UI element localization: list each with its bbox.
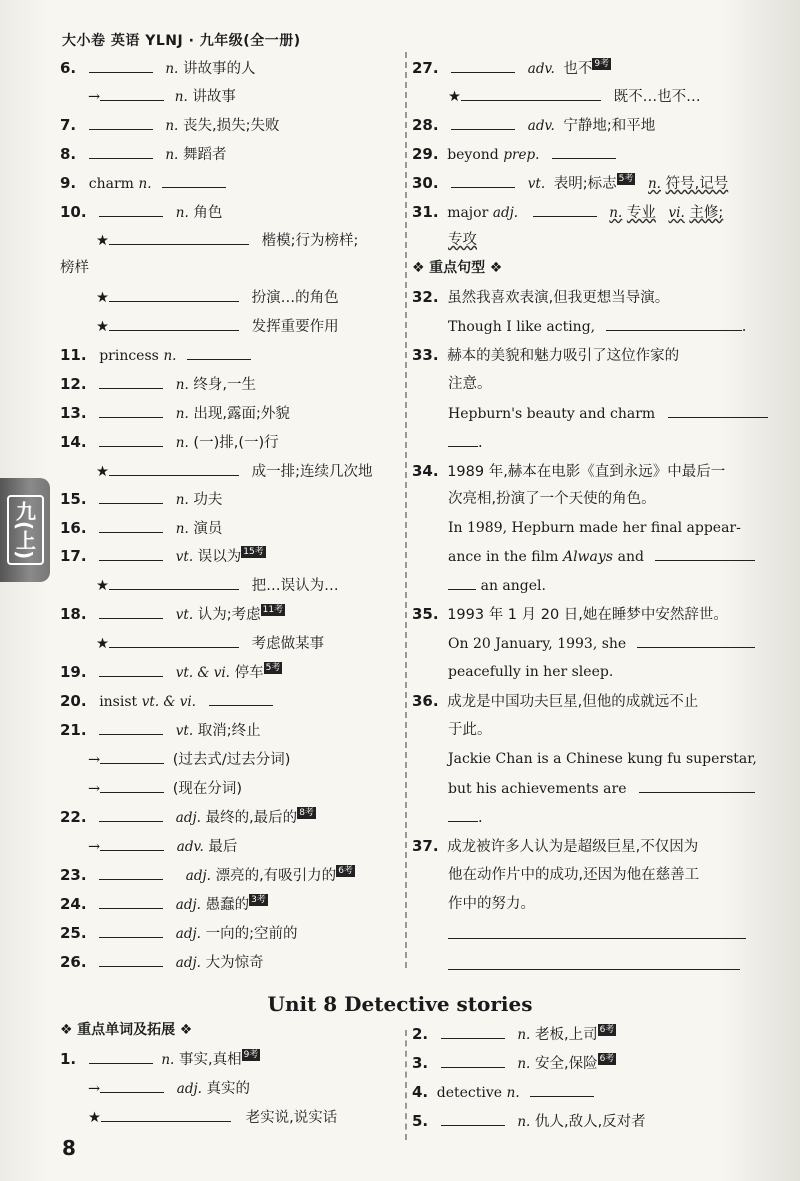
column-divider xyxy=(405,52,407,968)
answer-blank[interactable] xyxy=(99,807,163,822)
answer-blank[interactable] xyxy=(100,778,164,793)
answer-blank[interactable] xyxy=(89,1049,153,1064)
item-6-derivative: → n. 讲故事 xyxy=(88,86,236,107)
answer-blank[interactable] xyxy=(99,720,163,735)
answer-blank[interactable] xyxy=(99,546,163,561)
answer-blank[interactable] xyxy=(533,202,597,217)
item-22-derivative: → adv. 最后 xyxy=(88,836,237,857)
item-33-en-cont: . xyxy=(448,432,483,453)
answer-blank[interactable] xyxy=(99,432,163,447)
u8-item-1: 1. n. 事实,真相 9考 xyxy=(60,1050,259,1068)
answer-blank[interactable] xyxy=(606,316,742,331)
answer-blank[interactable] xyxy=(109,287,239,302)
item-10-phrase-a-cont: 榜样 xyxy=(60,260,89,276)
item-34-en-2: ance in the film Always and xyxy=(448,546,755,567)
item-26: 26. adj. 大为惊奇 xyxy=(60,953,264,971)
section-key-words: ❖ 重点单词及拓展 ❖ xyxy=(60,1022,193,1038)
item-35-en: On 20 January, 1993, she xyxy=(448,633,755,654)
answer-blank[interactable] xyxy=(99,662,163,677)
answer-blank[interactable] xyxy=(109,575,239,590)
item-21: 21. vt. 取消;终止 xyxy=(60,721,261,739)
item-37-answer-line-1[interactable] xyxy=(448,923,746,939)
exam-frequency-badge: 9考 xyxy=(243,1050,259,1060)
answer-blank[interactable] xyxy=(109,230,249,245)
item-6: 6. n. 讲故事的人 xyxy=(60,59,256,77)
u8-item-1-phrase: ★ 老实说,说实话 xyxy=(88,1107,337,1128)
exam-frequency-badge: 6考 xyxy=(599,1025,615,1035)
item-28: 28. adv. 宁静地;和平地 xyxy=(412,116,656,134)
item-13: 13. n. 出现,露面;外貌 xyxy=(60,404,290,422)
item-30: 30. vt. 表明;标志 5考 n. 符号,记号 xyxy=(412,174,729,192)
grade-side-tab xyxy=(0,478,50,582)
exam-frequency-badge: 3考 xyxy=(251,895,266,905)
item-29: 29. beyond prep. xyxy=(412,144,616,165)
item-9: 9. charm n. xyxy=(60,173,226,194)
item-36-en-3: . xyxy=(448,807,483,828)
item-10: 10. n. 角色 xyxy=(60,203,223,221)
answer-blank[interactable] xyxy=(100,1078,164,1093)
exam-frequency-badge: 9考 xyxy=(594,59,610,69)
answer-blank[interactable] xyxy=(451,115,515,130)
item-34: 34. 1989 年,赫本在电影《直到永远》中最后一 xyxy=(412,462,726,480)
item-32: 32. 虽然我喜欢表演,但我更想当导演。 xyxy=(412,288,670,306)
answer-blank[interactable] xyxy=(187,345,251,360)
answer-blank[interactable] xyxy=(448,807,478,822)
answer-blank[interactable] xyxy=(99,923,163,938)
item-37: 37. 成龙被许多人认为是超级巨星,不仅因为 xyxy=(412,837,699,855)
answer-blank[interactable] xyxy=(441,1053,505,1068)
answer-blank[interactable] xyxy=(100,86,164,101)
answer-blank[interactable] xyxy=(209,691,273,706)
answer-blank[interactable] xyxy=(451,58,515,73)
item-27: 27. adv. 也不 9考 xyxy=(412,59,610,77)
exam-frequency-badge: 5考 xyxy=(618,174,634,184)
answer-blank[interactable] xyxy=(89,58,153,73)
exam-frequency-badge: 11考 xyxy=(262,605,284,615)
answer-blank[interactable] xyxy=(89,115,153,130)
answer-blank[interactable] xyxy=(99,952,163,967)
unit-title: Unit 8 Detective stories xyxy=(267,992,533,1016)
answer-blank[interactable] xyxy=(441,1111,505,1126)
item-21-derivative-a: → (过去式/过去分词) xyxy=(88,749,290,770)
item-32-en: Though I like acting, . xyxy=(448,316,746,337)
item-37-cont: 他在动作片中的成功,还因为他在慈善工 xyxy=(448,867,700,883)
answer-blank[interactable] xyxy=(100,749,164,764)
item-36-en: Jackie Chan is a Chinese kung fu superstar, xyxy=(448,751,757,767)
answer-blank[interactable] xyxy=(89,144,153,159)
answer-blank[interactable] xyxy=(99,489,163,504)
answer-blank[interactable] xyxy=(655,546,755,561)
answer-blank[interactable] xyxy=(99,202,163,217)
item-18-phrase: ★ 考虑做某事 xyxy=(96,633,324,654)
answer-blank[interactable] xyxy=(109,461,239,476)
item-31-cont: 专攻 xyxy=(448,232,477,248)
answer-blank[interactable] xyxy=(109,633,239,648)
answer-blank[interactable] xyxy=(101,1107,231,1122)
item-17-phrase: ★ 把…误认为… xyxy=(96,575,339,596)
answer-blank[interactable] xyxy=(99,865,163,880)
answer-blank[interactable] xyxy=(100,836,164,851)
section-key-sentences: ❖ 重点句型 ❖ xyxy=(412,260,503,276)
item-35: 35. 1993 年 1 月 20 日,她在睡梦中安然辞世。 xyxy=(412,605,728,623)
item-34-cont: 次亮相,扮演了一个天使的角色。 xyxy=(448,491,656,507)
answer-blank[interactable] xyxy=(99,894,163,909)
item-34-en-3: an angel. xyxy=(448,575,546,596)
item-10-phrase-a: ★ 楷模;行为榜样; xyxy=(96,230,358,251)
answer-blank[interactable] xyxy=(99,374,163,389)
answer-blank[interactable] xyxy=(637,633,755,648)
item-22: 22. adj. 最终的,最后的 8考 xyxy=(60,808,314,826)
item-8: 8. n. 舞蹈者 xyxy=(60,145,227,163)
answer-blank[interactable] xyxy=(99,604,163,619)
u8-item-4: 4. detective n. xyxy=(412,1082,594,1103)
exam-frequency-badge: 15考 xyxy=(243,547,264,557)
item-27-phrase: ★ 既不…也不… xyxy=(448,86,701,107)
item-35-en-2: peacefully in her sleep. xyxy=(448,664,614,680)
answer-blank[interactable] xyxy=(448,575,476,590)
item-11: 11. princess n. xyxy=(60,345,251,366)
u8-item-3: 3. n. 安全,保险 6考 xyxy=(412,1054,615,1072)
exam-frequency-badge: 5考 xyxy=(265,663,281,673)
item-21-derivative-b: → (现在分词) xyxy=(88,778,242,799)
item-14: 14. n. (一)排,(一)行 xyxy=(60,433,279,451)
item-36: 36. 成龙是中国功夫巨星,但他的成就远不止 xyxy=(412,692,699,710)
answer-blank[interactable] xyxy=(530,1082,594,1097)
answer-blank[interactable] xyxy=(448,432,478,447)
exam-frequency-badge: 6考 xyxy=(338,866,353,876)
answer-blank[interactable] xyxy=(441,1024,505,1039)
u8-item-5: 5. n. 仇人,敌人,反对者 xyxy=(412,1112,646,1130)
item-33-en: Hepburn's beauty and charm xyxy=(448,403,768,424)
item-12: 12. n. 终身,一生 xyxy=(60,375,257,393)
item-36-cont: 于此。 xyxy=(448,722,492,738)
item-25: 25. adj. 一向的;空前的 xyxy=(60,924,298,942)
answer-blank[interactable] xyxy=(99,403,163,418)
page-header: 大小卷 英语 YLNJ · 九年级(全一册) xyxy=(62,33,301,49)
item-33-cont: 注意。 xyxy=(448,376,492,392)
answer-blank[interactable] xyxy=(668,403,768,418)
item-15: 15. n. 功夫 xyxy=(60,490,223,508)
answer-blank[interactable] xyxy=(552,144,616,159)
item-33: 33. 赫本的美貌和魅力吸引了这位作家的 xyxy=(412,346,680,364)
item-18: 18. vt. 认为;考虑 11考 xyxy=(60,605,284,623)
item-14-phrase: ★ 成一排;连续几次地 xyxy=(96,461,373,482)
item-24: 24. adj. 愚蠢的 3考 xyxy=(60,895,266,913)
item-16: 16. n. 演员 xyxy=(60,519,223,537)
grade-side-tab-label: 九(上) xyxy=(7,495,44,565)
answer-blank[interactable] xyxy=(99,518,163,533)
exam-frequency-badge: 6考 xyxy=(599,1054,615,1064)
item-37-answer-line-2[interactable] xyxy=(448,952,740,970)
item-10-phrase-c: ★ 发挥重要作用 xyxy=(96,316,339,337)
item-31: 31. major adj. n. 专业 vi. 主修; xyxy=(412,203,724,221)
answer-blank[interactable] xyxy=(109,316,239,331)
answer-blank[interactable] xyxy=(461,86,601,101)
column-divider-bottom xyxy=(405,1030,407,1140)
u8-item-1-derivative: → adj. 真实的 xyxy=(88,1078,250,1099)
item-34-en: In 1989, Hepburn made her final appear- xyxy=(448,520,741,536)
item-7: 7. n. 丧失,损失;失败 xyxy=(60,116,280,134)
item-20: 20. insist vt. & vi. xyxy=(60,691,273,712)
u8-item-2: 2. n. 老板,上司 6考 xyxy=(412,1025,615,1043)
answer-blank[interactable] xyxy=(451,173,515,188)
answer-blank[interactable] xyxy=(639,778,755,793)
item-36-en-2: but his achievements are xyxy=(448,778,755,799)
item-19: 19. vt. & vi. 停车 5考 xyxy=(60,663,281,681)
item-10-phrase-b: ★ 扮演…的角色 xyxy=(96,287,339,308)
item-23: 23. adj. 漂亮的,有吸引力的 6考 xyxy=(60,866,353,884)
exam-frequency-badge: 8考 xyxy=(299,808,314,818)
item-17: 17. vt. 误以为 15考 xyxy=(60,547,264,565)
item-37-cont-2: 作中的努力。 xyxy=(448,896,535,912)
answer-blank[interactable] xyxy=(162,173,226,188)
page-number: 8 xyxy=(62,1136,76,1160)
